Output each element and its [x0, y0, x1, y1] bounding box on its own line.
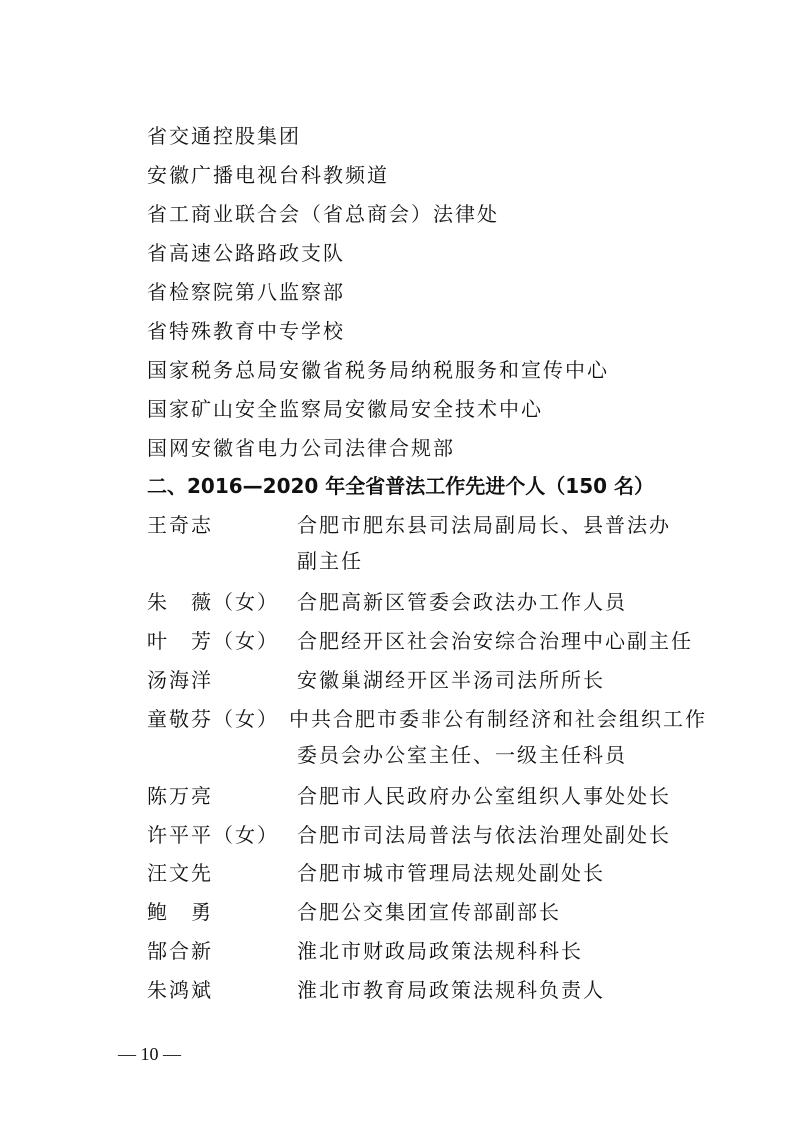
unit-item: 国家矿山安全监察局安徽局安全技术中心: [147, 397, 543, 421]
individual-title: 淮北市财政局政策法规科科长: [297, 939, 583, 963]
individual-name: 陈万亮: [147, 784, 213, 808]
individual-name: 鲍 勇: [147, 900, 213, 924]
individual-name: 朱 薇（女）: [147, 590, 279, 614]
unit-item: 国网安徽省电力公司法律合规部: [147, 436, 455, 460]
individual-title: 淮北市教育局政策法规科负责人: [297, 978, 605, 1002]
individual-name: 许平平（女）: [147, 823, 279, 847]
unit-item: 安徽广播电视台科教频道: [147, 163, 389, 187]
individual-title: 合肥经开区社会治安综合治理中心副主任: [297, 629, 693, 653]
individual-title: 安徽巢湖经开区半汤司法所所长: [297, 668, 605, 692]
unit-item: 省检察院第八监察部: [147, 280, 345, 304]
individual-name: 朱鸿斌: [147, 978, 213, 1002]
individual-title: 合肥高新区管委会政法办工作人员: [297, 590, 627, 614]
individual-name: 童敬芬（女）: [147, 707, 279, 731]
individual-title: 合肥市人民政府办公室组织人事处处长: [297, 784, 671, 808]
individual-title: 中共合肥市委非公有制经济和社会组织工作: [289, 707, 707, 731]
section-heading: 二、2016—2020 年全省普法工作先进个人（150 名）: [147, 474, 655, 498]
unit-item: 省特殊教育中专学校: [147, 319, 345, 343]
individual-title: 合肥市城市管理局法规处副处长: [297, 861, 605, 885]
unit-item: 国家税务总局安徽省税务局纳税服务和宣传中心: [147, 358, 609, 382]
unit-item: 省高速公路路政支队: [147, 241, 345, 265]
individual-title: 合肥公交集团宣传部副部长: [297, 900, 561, 924]
individual-title: 合肥市司法局普法与依法治理处副处长: [297, 823, 671, 847]
individual-name: 汤海洋: [147, 668, 213, 692]
individual-title-continued: 委员会办公室主任、一级主任科员: [297, 743, 627, 767]
unit-item: 省工商业联合会（省总商会）法律处: [147, 202, 499, 226]
individual-title-continued: 副主任: [297, 549, 363, 573]
individual-name: 王奇志: [147, 513, 213, 537]
individual-name: 汪文先: [147, 861, 213, 885]
individual-name: 郜合新: [147, 939, 213, 963]
individual-title: 合肥市肥东县司法局副局长、县普法办: [297, 513, 671, 537]
unit-item: 省交通控股集团: [147, 124, 301, 148]
individual-name: 叶 芳（女）: [147, 629, 279, 653]
page-number: — 10 —: [118, 1044, 181, 1064]
